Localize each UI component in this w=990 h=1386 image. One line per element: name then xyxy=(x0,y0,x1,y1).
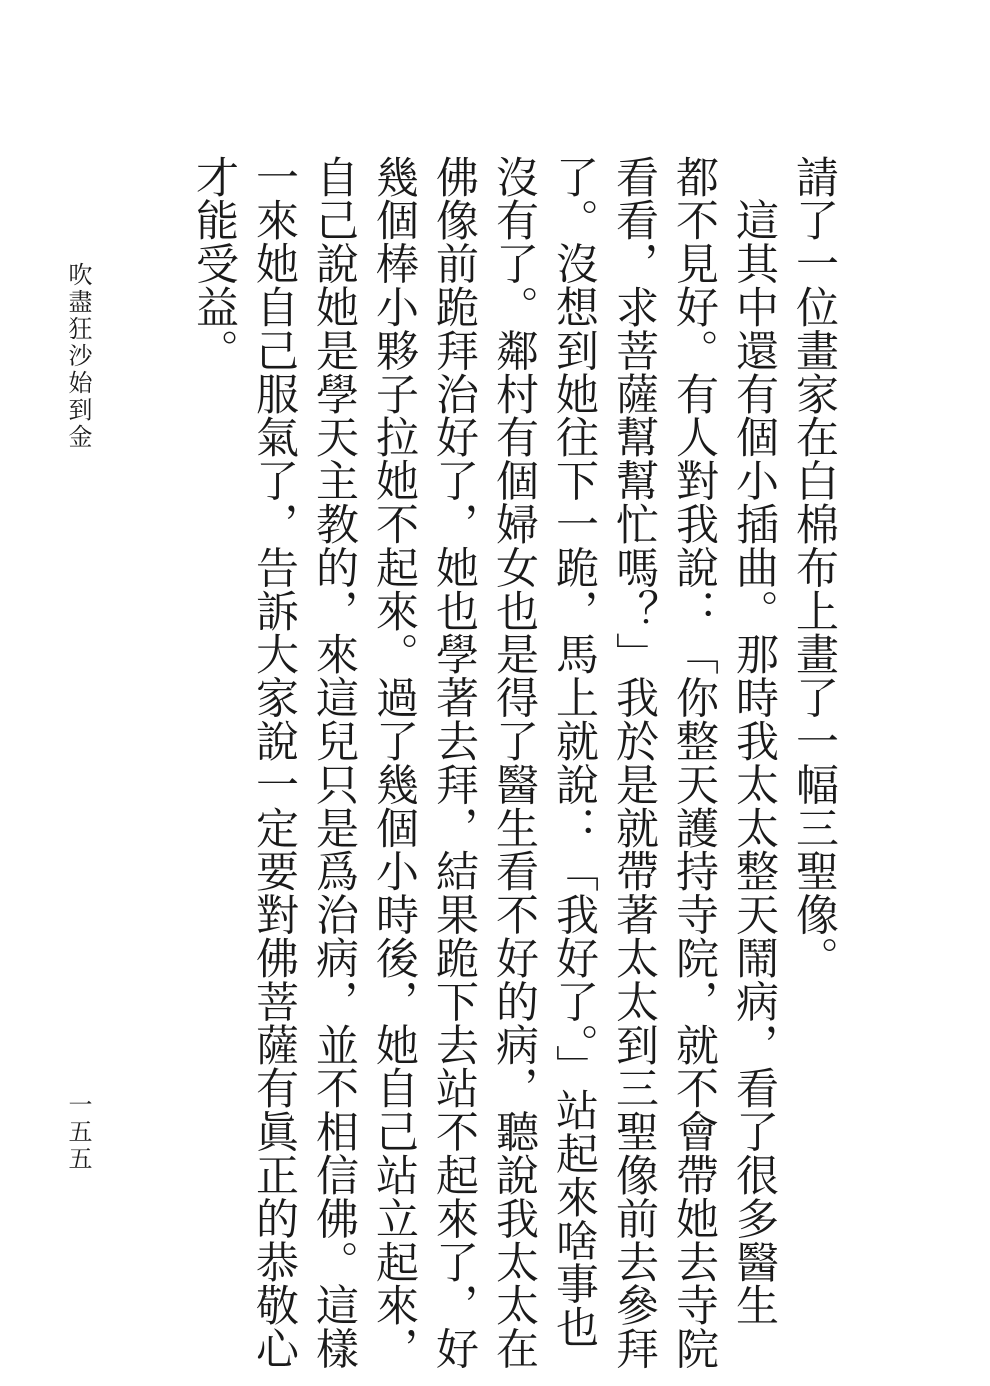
text-column-9: 自己說她是學天主教的，來這兒只是爲治病，並不相信佛。這樣 xyxy=(309,155,359,1371)
text-column-8: 幾個棒小夥子拉她不起來。過了幾個小時後，她自己站立起來， xyxy=(369,155,419,1371)
text-column-4: 看看，求菩薩幫幫忙嗎？」我於是就帶著太太到三聖像前去參拜 xyxy=(609,155,659,1371)
text-column-2: 這其中還有個小插曲。那時我太太整天鬧病，看了很多醫生 xyxy=(729,155,779,1327)
text-column-11: 才能受益。 xyxy=(189,155,239,372)
text-column-5: 了。沒想到她往下一跪，馬上就說：「我好了。」站起來啥事也 xyxy=(549,155,599,1349)
running-header-book-title: 吹盡狂沙始到金 xyxy=(64,262,92,451)
text-column-7: 佛像前跪拜治好了，她也學著去拜，結果跪下去站不起來了，好 xyxy=(429,155,479,1371)
page-number: 一五五 xyxy=(64,1092,92,1173)
text-column-10: 一來她自己服氣了，告訴大家說一定要對佛菩薩有眞正的恭敬心 xyxy=(249,155,299,1371)
text-column-1: 請了一位畫家在白棉布上畫了一幅三聖像。 xyxy=(789,155,839,980)
text-column-6: 沒有了。鄰村有個婦女也是得了醫生看不好的病，聽說我太太在 xyxy=(489,155,539,1371)
text-column-3: 都不見好。有人對我說：「你整天護持寺院，就不會帶她去寺院 xyxy=(669,155,719,1371)
